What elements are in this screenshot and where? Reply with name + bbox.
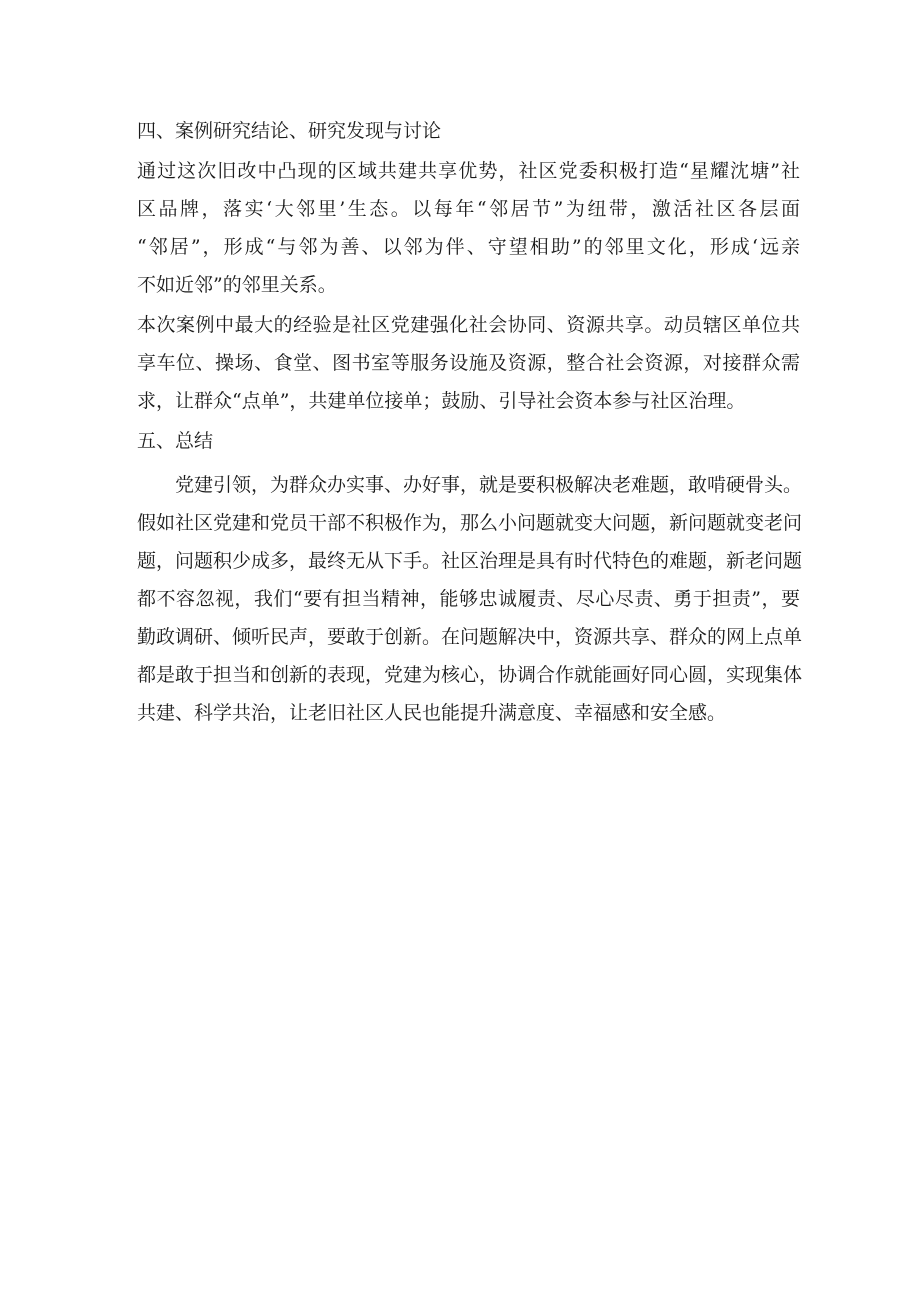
paragraph-summary: [137, 466, 803, 732]
text-line: 本次案例中最大的经验是社区党建强化社会协同、资源共享。动员辖区单位共: [137, 314, 800, 336]
text-line: 通过这次旧改中凸现的区域共建共享优势，社区党委积极打造“星耀沈塘”社: [137, 160, 800, 182]
section-heading-conclusions: 四、案例研究结论、研究发现与讨论: [137, 120, 442, 142]
text-line: 求，让群众“点单”，共建单位接单；鼓励、引导社会资本参与社区治理。: [137, 390, 746, 412]
text-line: “邻居”，形成“与邻为善、以邻为伴、守望相助”的邻里文化，形成‘远亲: [137, 236, 800, 258]
text-line: 享车位、操场、食堂、图书室等服务设施及资源，整合社会资源，对接群众需: [137, 352, 800, 374]
text-line: 勤政调研、倾听民声，要敢于创新。在问题解决中，资源共享、群众的网上点单: [137, 626, 803, 648]
text-line: 共建、科学共治，让老旧社区人民也能提升满意度、幸福感和安全感。: [137, 702, 727, 724]
paragraph-community-brand: [137, 152, 800, 304]
text-line: 区品牌，落实‘大邻里’生态。以每年“邻居节”为纽带，激活社区各层面: [137, 198, 800, 220]
text-line: 都是敢于担当和创新的表现，党建为核心，协调合作就能画好同心圆，实现集体: [137, 664, 803, 686]
section-heading-summary: 五、总结: [137, 430, 214, 452]
text-line: 都不容忽视，我们“要有担当精神，能够忠诚履责、尽心尽责、勇于担责”，要: [137, 588, 800, 610]
text-line: 题，问题积少成多，最终无从下手。社区治理是具有时代特色的难题，新老问题: [137, 550, 803, 572]
paragraph-experience: [137, 306, 800, 420]
text-line: 假如社区党建和党员干部不积极作为，那么小问题就变大问题，新问题就变老问: [137, 512, 803, 534]
text-line: 不如近邻”的邻里关系。: [137, 274, 337, 296]
text-line: 党建引领，为群众办实事、办好事，就是要积极解决老难题，敢啃硬骨头。: [137, 474, 803, 496]
